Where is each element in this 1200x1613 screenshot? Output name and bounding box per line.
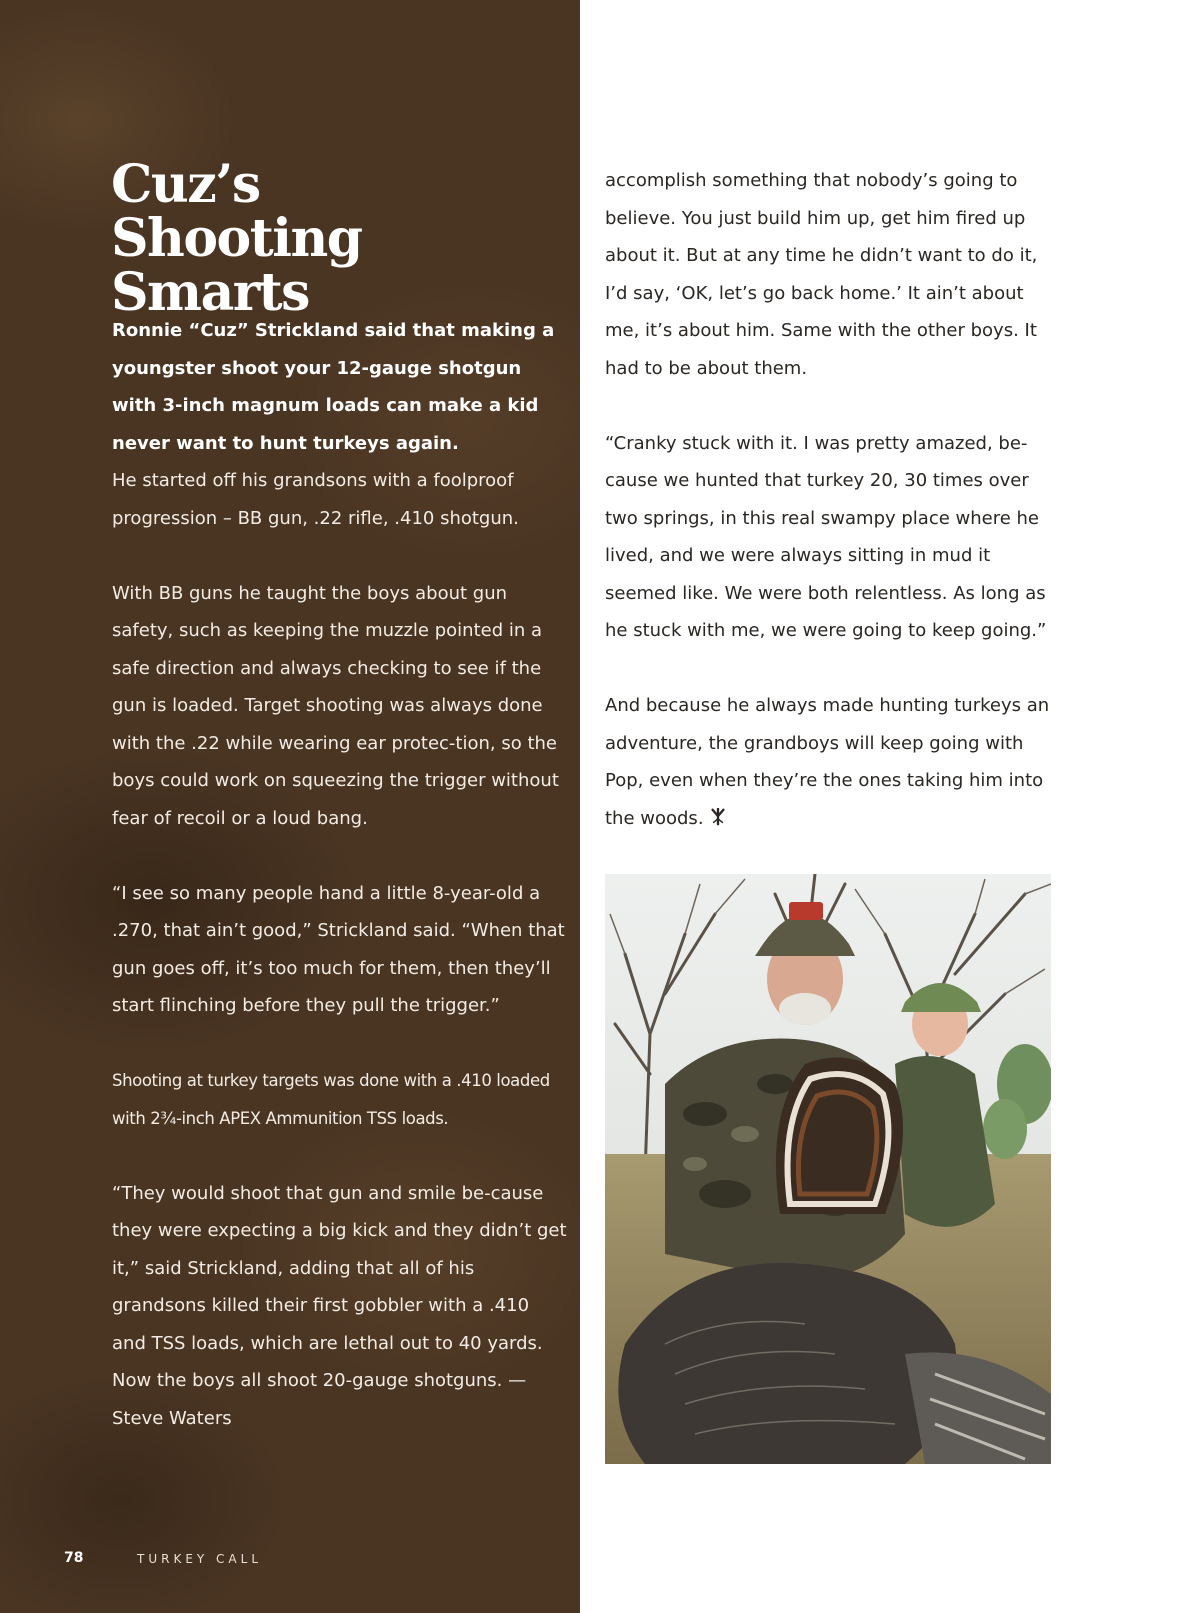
hunter-with-grandson-photo xyxy=(605,874,1051,1464)
photo-illustration xyxy=(605,874,1051,1464)
left-column xyxy=(112,312,567,1475)
body-paragraph: “They would shoot that gun and smile be-cause they were expecting a big kick and they didn’t get it,” said Strickland, adding that all of his grandsons killed their first gobbler with a .410 and TSS loads, which are lethal out to 40 yards. Now the boys all shoot 20-gauge shotguns. — Steve Waters xyxy=(112,1182,567,1429)
body-paragraph: “Cranky stuck with it. I was pretty amazed, be-cause we hunted that turkey 20, 30 times over two springs, in this real swampy place where he lived, and we were always sitting in mud it seemed like. We were both relentless. As long as he stuck with me, we were going to keep going.” xyxy=(605,432,1047,641)
sidebar-panel xyxy=(0,0,580,1613)
body-paragraph: He started off his grandsons with a foolproof progression – BB gun, .22 rifle, .410 shotgun. xyxy=(112,470,519,529)
lead-paragraph: Ronnie “Cuz” Strickland said that making a youngster shoot your 12-gauge shotgun with 3-inch magnum loads can make a kid never want to hunt turkeys again. xyxy=(112,320,555,454)
body-paragraph: With BB guns he taught the boys about gun safety, such as keeping the muzzle pointed in a safe direction and always checking to see if the gun is loaded. Target shooting was always done with the .22 while wearing ear protec-tion, so the boys could work on squeezing the trigger without fear of recoil or a loud bang. xyxy=(112,582,559,829)
right-column xyxy=(605,162,1055,875)
body-paragraph: Shooting at turkey targets was done with a .410 loaded with 2¾-inch APEX Ammunition TSS loads. xyxy=(112,1071,550,1128)
turkey-track-icon xyxy=(709,808,727,826)
closing-paragraph xyxy=(605,687,1055,837)
article-title xyxy=(111,154,571,323)
title-line-2: Shooting Smarts xyxy=(111,208,362,323)
page-number: 78 xyxy=(64,1550,84,1566)
body-paragraph: “I see so many people hand a little 8-year-old a .270, that ain’t good,” Strickland said. “When that gun goes off, it’s too much for them, then they’ll start flinching before they pull the trigger.” xyxy=(112,882,565,1016)
title-line-1: Cuz’s xyxy=(111,154,260,215)
magazine-name: TURKEY CALL xyxy=(137,1552,263,1566)
body-paragraph: accomplish something that nobody’s going to believe. You just build him up, get him fired up about it. But at any time he didn’t want to do it, I’d say, ‘OK, let’s go back home.’ It ain’t about me, it’s about him. Same with the other boys. It had to be about them. xyxy=(605,170,1038,379)
closing-text: And because he always made hunting turkeys an adventure, the grandboys will keep going with Pop, even when they’re the ones taking him into the woods. xyxy=(605,695,1050,829)
